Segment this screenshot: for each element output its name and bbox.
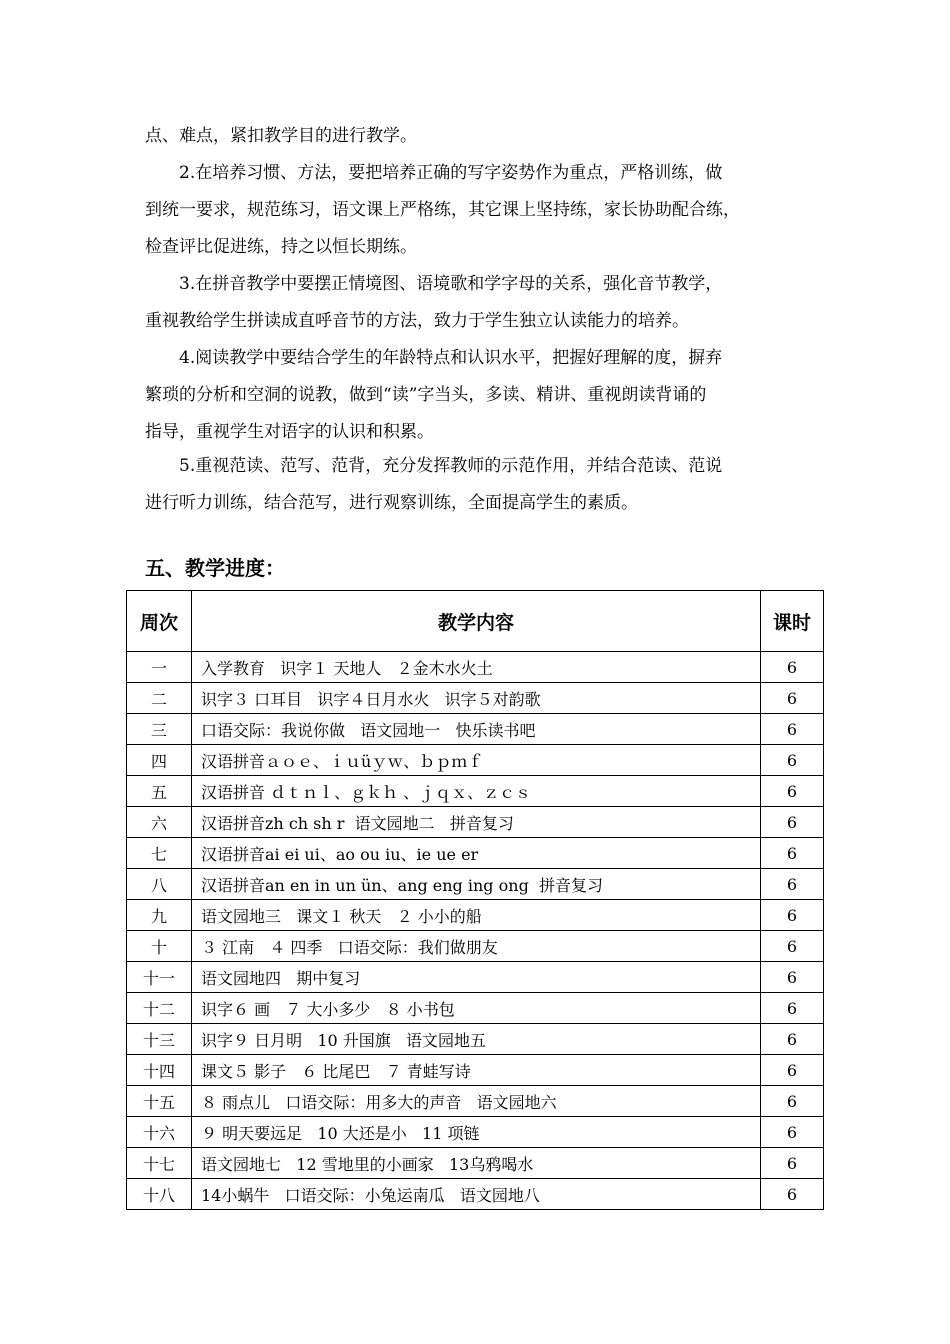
hours-cell: 6	[761, 1055, 824, 1086]
paragraph-2	[145, 155, 825, 266]
hours-cell: 6	[761, 838, 824, 869]
header-content: 教学内容	[192, 591, 761, 652]
content-cell: 识字６ 画 ７ 大小多少 ８ 小书包	[192, 993, 761, 1024]
paragraph-line: 2.在培养习惯、方法，要把培养正确的写字姿势作为重点，严格训练，做	[179, 163, 723, 183]
table-row	[127, 807, 824, 838]
paragraph-line: 检查评比促进练，持之以恒长期练。	[145, 237, 417, 257]
paragraph-line: 指导，重视学生对语字的认识和积累。	[145, 422, 434, 442]
hours-cell: 6	[761, 652, 824, 683]
table-row	[127, 900, 824, 931]
hours-cell: 6	[761, 1024, 824, 1055]
week-cell: 九	[127, 900, 192, 931]
hours-cell: 6	[761, 1148, 824, 1179]
content-cell: ８ 雨点儿 口语交际：用多大的声音 语文园地六	[192, 1086, 761, 1117]
paragraph-line: 进行听力训练，结合范写，进行观察训练，全面提高学生的素质。	[145, 493, 638, 513]
paragraph-line: 4.阅读教学中要结合学生的年龄特点和认识水平，把握好理解的度，摒弃	[179, 348, 723, 368]
week-cell: 三	[127, 714, 192, 745]
table-row	[127, 652, 824, 683]
table-row	[127, 993, 824, 1024]
header-hours: 课时	[761, 591, 824, 652]
paragraph-3	[145, 266, 825, 340]
hours-cell: 6	[761, 745, 824, 776]
schedule-table	[126, 590, 824, 1210]
content-cell: 汉语拼音 ｄｔｎｌ、ｇｋｈ 、ｊｑｘ、ｚｃｓ	[192, 776, 761, 807]
table-row	[127, 962, 824, 993]
week-cell: 十六	[127, 1117, 192, 1148]
table-body	[127, 652, 824, 1210]
section-title: 五、教学进度：	[145, 556, 285, 580]
content-cell: 口语交际：我说你做 语文园地一 快乐读书吧	[192, 714, 761, 745]
week-cell: 七	[127, 838, 192, 869]
table-row	[127, 1024, 824, 1055]
week-cell: 五	[127, 776, 192, 807]
hours-cell: 6	[761, 900, 824, 931]
paragraph-1	[145, 118, 825, 155]
table-row	[127, 683, 824, 714]
week-cell: 一	[127, 652, 192, 683]
week-cell: 四	[127, 745, 192, 776]
hours-cell: 6	[761, 869, 824, 900]
hours-cell: 6	[761, 807, 824, 838]
table-row	[127, 714, 824, 745]
paragraph-line: 点、难点，紧扣教学目的进行教学。	[145, 126, 417, 146]
paragraph-line: 繁琐的分析和空洞的说教，做到“读”字当头，多读、精讲、重视朗读背诵的	[145, 385, 707, 405]
content-cell: 入学教育 识字１ 天地人 ２金木水火土	[192, 652, 761, 683]
week-cell: 十七	[127, 1148, 192, 1179]
table-row	[127, 838, 824, 869]
hours-cell: 6	[761, 1117, 824, 1148]
week-cell: 六	[127, 807, 192, 838]
content-cell: ３ 江南 ４ 四季 口语交际：我们做朋友	[192, 931, 761, 962]
hours-cell: 6	[761, 683, 824, 714]
table-row	[127, 1179, 824, 1210]
paragraph-line: 到统一要求，规范练习，语文课上严格练，其它课上坚持练，家长协助配合练，	[145, 200, 740, 220]
hours-cell: 6	[761, 714, 824, 745]
content-cell: 语文园地四 期中复习	[192, 962, 761, 993]
week-cell: 十一	[127, 962, 192, 993]
content-cell: 汉语拼音an en in un ün、ang eng ing ong 拼音复习	[192, 869, 761, 900]
week-cell: 十	[127, 931, 192, 962]
content-cell: 语文园地七 12 雪地里的小画家 13乌鸦喝水	[192, 1148, 761, 1179]
paragraph-line: 3.在拼音教学中要摆正情境图、语境歌和学字母的关系，强化音节教学，	[179, 274, 723, 294]
hours-cell: 6	[761, 993, 824, 1024]
table-row	[127, 1086, 824, 1117]
content-cell: 识字３ 口耳目 识字４日月水火 识字５对韵歌	[192, 683, 761, 714]
paragraph-line: 重视教给学生拼读成直呼音节的方法，致力于学生独立认读能力的培养。	[145, 311, 689, 331]
week-cell: 二	[127, 683, 192, 714]
paragraph-line: 5.重视范读、范写、范背，充分发挥教师的示范作用，并结合范读、范说	[179, 456, 723, 476]
hours-cell: 6	[761, 1179, 824, 1210]
content-cell: ９ 明天要远足 10 大还是小 11 项链	[192, 1117, 761, 1148]
content-cell: 汉语拼音ai ei ui、ao ou iu、ie ue er	[192, 838, 761, 869]
hours-cell: 6	[761, 1086, 824, 1117]
week-cell: 十二	[127, 993, 192, 1024]
content-cell: 14小蜗牛 口语交际：小兔运南瓜 语文园地八	[192, 1179, 761, 1210]
table-row	[127, 931, 824, 962]
table-row	[127, 1117, 824, 1148]
hours-cell: 6	[761, 962, 824, 993]
table-row	[127, 1055, 824, 1086]
week-cell: 八	[127, 869, 192, 900]
week-cell: 十八	[127, 1179, 192, 1210]
header-week: 周次	[127, 591, 192, 652]
content-cell: 识字９ 日月明 10 升国旗 语文园地五	[192, 1024, 761, 1055]
content-cell: 语文园地三 课文１ 秋天 ２ 小小的船	[192, 900, 761, 931]
content-cell: 汉语拼音ａｏｅ、ｉｕüｙｗ、ｂｐｍｆ	[192, 745, 761, 776]
table-row	[127, 1148, 824, 1179]
table-row	[127, 745, 824, 776]
table-row	[127, 869, 824, 900]
content-cell: 汉语拼音zh ch sh r 语文园地二 拼音复习	[192, 807, 761, 838]
paragraph-4	[145, 340, 825, 451]
table-header-row	[127, 591, 824, 652]
week-cell: 十四	[127, 1055, 192, 1086]
hours-cell: 6	[761, 931, 824, 962]
table-row	[127, 776, 824, 807]
hours-cell: 6	[761, 776, 824, 807]
paragraph-5	[145, 448, 825, 522]
week-cell: 十三	[127, 1024, 192, 1055]
week-cell: 十五	[127, 1086, 192, 1117]
content-cell: 课文５ 影子 ６ 比尾巴 ７ 青蛙写诗	[192, 1055, 761, 1086]
